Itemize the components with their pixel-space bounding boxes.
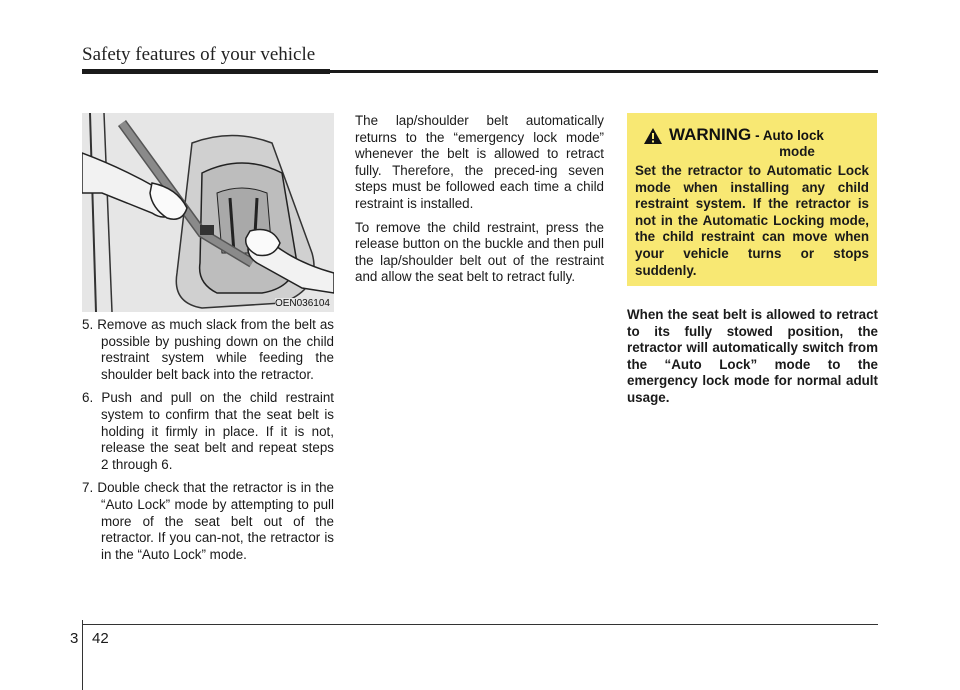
step-5: 5. Remove as much slack from the belt as possible by pushing down on the child restraint system while feeding the shoulder belt back into the retractor.	[82, 317, 334, 382]
step-7: 7. Double check that the retractor is in the “Auto Lock” mode by attempting to pull more of the seat belt out of the retractor. If you can-not, the retractor is in the “Auto Lock” mode.	[82, 480, 334, 562]
warning-header	[643, 125, 869, 145]
emergency-lock-paragraph: The lap/shoulder belt automatically returns to the “emergency lock mode” whenever the belt is allowed to retract fully. Therefore, the preced-ing seven steps must be followed each time a child restraint is installed.	[355, 113, 604, 211]
warning-subtitle-continued: mode	[779, 144, 815, 159]
warning-body: Set the retractor to Automatic Lock mode when installing any child restraint system. If the retractor is not in the Automatic Locking mode, the child restraint can move when your vehicle turns or stops suddenly.	[635, 163, 869, 278]
child-seat-illustration	[82, 113, 334, 312]
footer-horizontal-rule	[82, 624, 878, 625]
step-6: 6. Push and pull on the child restraint system to confirm that the seat belt is holding it firmly in place. If it is not, release the seat belt and repeat steps 2 through 6.	[82, 390, 334, 472]
child-seat-drawing	[82, 113, 334, 312]
remove-restraint-paragraph: To remove the child restraint, press the release button on the buckle and then pull the lap/shoulder belt out of the restraint and allow the seat belt to retract fully.	[355, 219, 604, 285]
warning-subtitle: - Auto lock	[755, 128, 824, 143]
page-number: 42	[92, 630, 109, 647]
warning-box	[627, 113, 877, 286]
middle-column	[355, 113, 604, 293]
warning-word: WARNING	[669, 125, 752, 144]
chapter-number: 3	[70, 630, 79, 647]
auto-lock-note: When the seat belt is allowed to retract to its fully stowed position, the retractor will automatically switch from the “Auto Lock” mode to the emergency lock mode for normal adult usage.	[627, 307, 878, 405]
page-header-title: Safety features of your vehicle	[82, 44, 316, 65]
header-rule-accent	[82, 69, 330, 74]
steps-column	[82, 317, 334, 570]
figure-label: OEN036104	[274, 298, 330, 309]
warning-triangle-icon	[643, 127, 663, 145]
footer-vertical-rule	[82, 620, 83, 690]
